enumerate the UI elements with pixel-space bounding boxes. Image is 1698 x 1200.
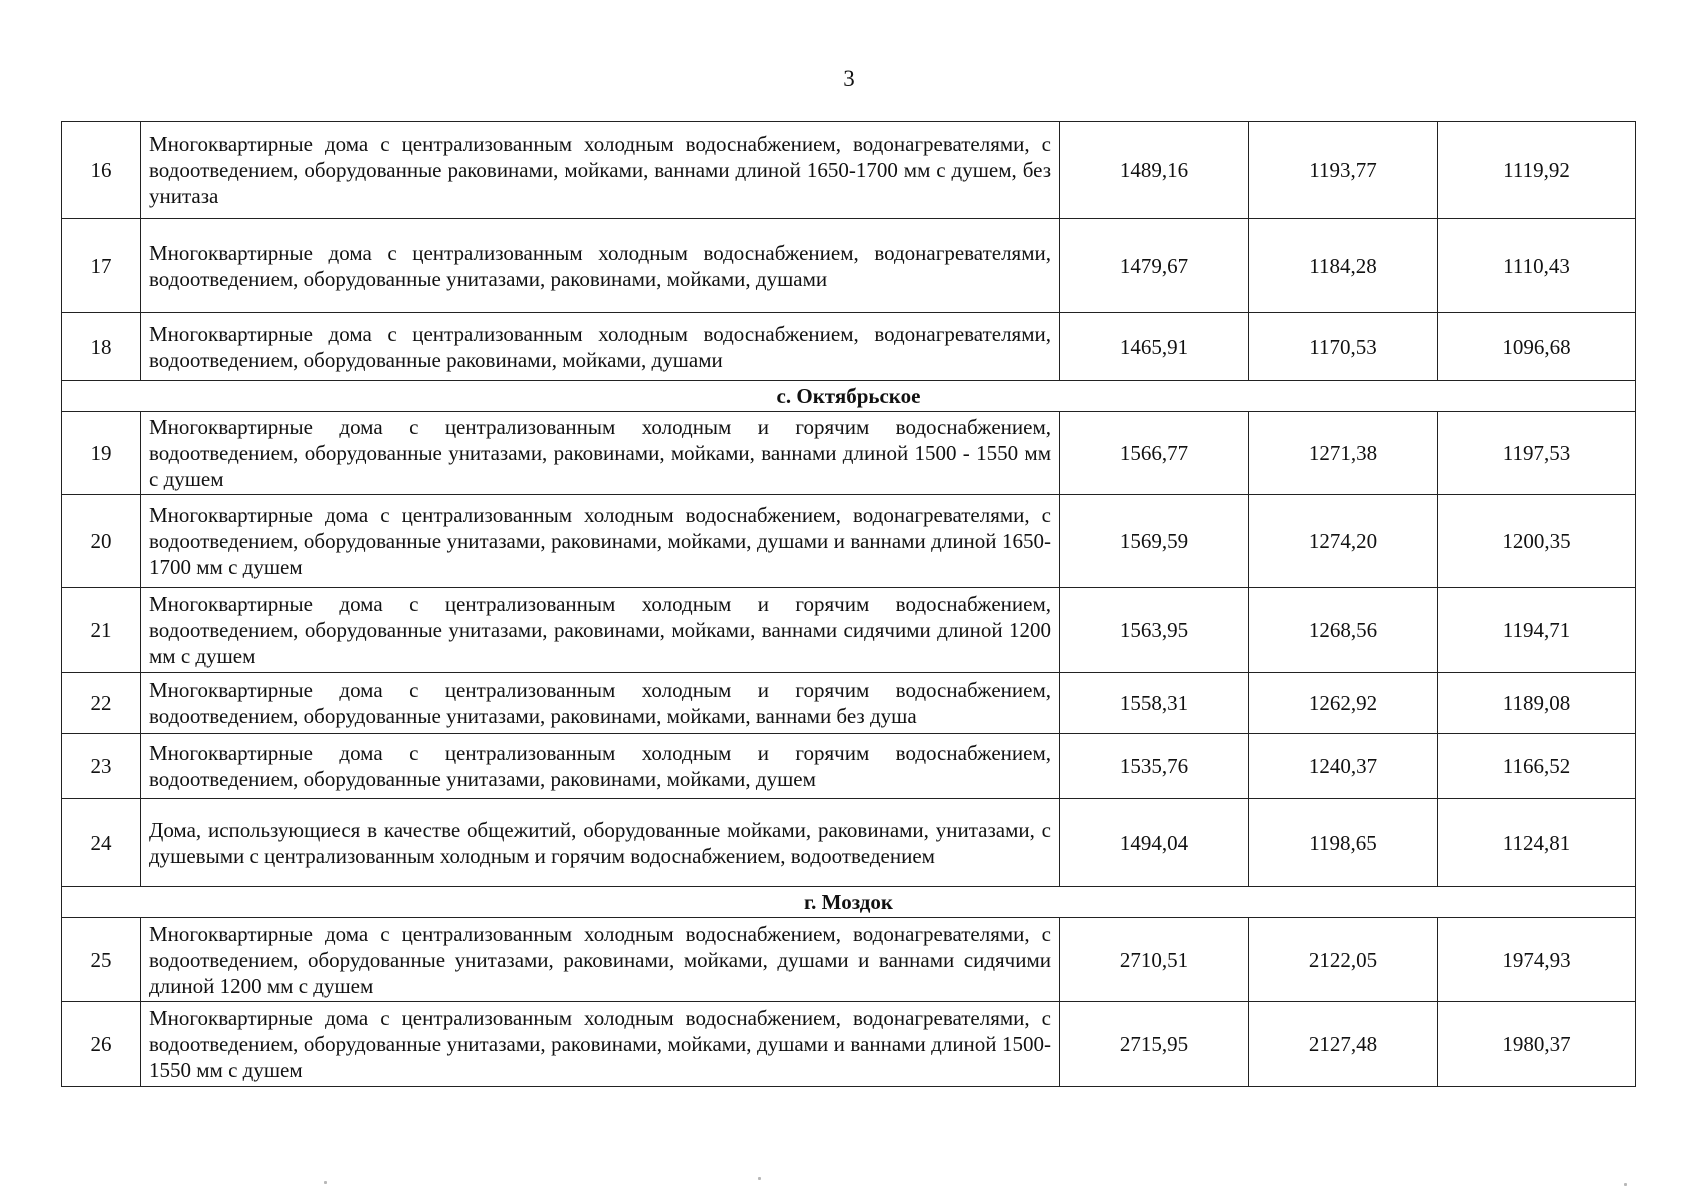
tariff-value-3: 1974,93 xyxy=(1438,918,1636,1002)
table-row xyxy=(62,588,1636,673)
tariff-value-3: 1200,35 xyxy=(1438,495,1636,588)
row-description: Многоквартирные дома с централизованным холодным и горячим водоснабжением, водоотведением, оборудованные унитазами, раковинами, мойками, ваннами длиной 1500 - 1550 мм с душем xyxy=(141,412,1060,495)
row-description: Многоквартирные дома с централизованным холодным и горячим водоснабжением, водоотведением, оборудованные унитазами, раковинами, мойками, ваннами без душа xyxy=(141,673,1060,734)
row-description: Многоквартирные дома с централизованным холодным и горячим водоснабжением, водоотведением, оборудованные унитазами, раковинами, мойками, ваннами сидячими длиной 1200 мм с душем xyxy=(141,588,1060,673)
table-row xyxy=(62,734,1636,799)
table-row xyxy=(62,412,1636,495)
row-number: 20 xyxy=(62,495,141,588)
row-number: 19 xyxy=(62,412,141,495)
row-number: 24 xyxy=(62,799,141,887)
row-number: 23 xyxy=(62,734,141,799)
tariff-value-2: 1198,65 xyxy=(1249,799,1438,887)
tariff-value-2: 1170,53 xyxy=(1249,313,1438,381)
tariff-table xyxy=(61,121,1636,1087)
table-row xyxy=(62,313,1636,381)
tariff-value-2: 1271,38 xyxy=(1249,412,1438,495)
tariff-value-1: 1563,95 xyxy=(1060,588,1249,673)
tariff-value-1: 1535,76 xyxy=(1060,734,1249,799)
row-description: Многоквартирные дома с централизованным холодным водоснабжением, водонагревателями, с водоотведением, оборудованные раковинами, мойками, ваннами длиной 1650-1700 мм с душем, без унитаза xyxy=(141,122,1060,219)
table-row xyxy=(62,918,1636,1002)
row-description: Многоквартирные дома с централизованным холодным водоснабжением, водонагревателями, водоотведением, оборудованные раковинами, мойками, душами xyxy=(141,313,1060,381)
tariff-value-1: 1494,04 xyxy=(1060,799,1249,887)
tariff-value-2: 1184,28 xyxy=(1249,219,1438,313)
tariff-value-3: 1194,71 xyxy=(1438,588,1636,673)
row-number: 26 xyxy=(62,1002,141,1087)
section-title-oktyabrskoe: с. Октябрьское xyxy=(62,381,1636,412)
tariff-value-1: 1489,16 xyxy=(1060,122,1249,219)
row-description: Многоквартирные дома с централизованным холодным водоснабжением, водонагревателями, с водоотведением, оборудованные унитазами, раковинами, мойками, душами и ваннами длиной 1500-1550 мм с душем xyxy=(141,1002,1060,1087)
row-description: Многоквартирные дома с централизованным холодным водоснабжением, водонагревателями, с водоотведением, оборудованные унитазами, раковинами, мойками, душами и ваннами сидячими длиной 1200 мм с душем xyxy=(141,918,1060,1002)
tariff-value-1: 1566,77 xyxy=(1060,412,1249,495)
table-row xyxy=(62,1002,1636,1087)
tariff-value-3: 1110,43 xyxy=(1438,219,1636,313)
row-description: Многоквартирные дома с централизованным холодным и горячим водоснабжением, водоотведением, оборудованные унитазами, раковинами, мойками, душем xyxy=(141,734,1060,799)
tariff-value-3: 1197,53 xyxy=(1438,412,1636,495)
tariff-value-3: 1096,68 xyxy=(1438,313,1636,381)
table-row xyxy=(62,673,1636,734)
tariff-value-2: 1193,77 xyxy=(1249,122,1438,219)
tariff-value-2: 1268,56 xyxy=(1249,588,1438,673)
tariff-value-3: 1119,92 xyxy=(1438,122,1636,219)
scan-artifact xyxy=(758,1177,761,1180)
tariff-value-1: 2710,51 xyxy=(1060,918,1249,1002)
tariff-value-2: 2122,05 xyxy=(1249,918,1438,1002)
tariff-value-3: 1166,52 xyxy=(1438,734,1636,799)
tariff-value-2: 1274,20 xyxy=(1249,495,1438,588)
tariff-value-1: 1558,31 xyxy=(1060,673,1249,734)
table-row xyxy=(62,219,1636,313)
tariff-value-3: 1980,37 xyxy=(1438,1002,1636,1087)
row-number: 25 xyxy=(62,918,141,1002)
row-number: 18 xyxy=(62,313,141,381)
tariff-value-1: 1569,59 xyxy=(1060,495,1249,588)
tariff-value-3: 1124,81 xyxy=(1438,799,1636,887)
tariff-value-1: 1465,91 xyxy=(1060,313,1249,381)
row-number: 17 xyxy=(62,219,141,313)
section-header-row xyxy=(62,887,1636,918)
tariff-value-2: 1240,37 xyxy=(1249,734,1438,799)
section-header-row xyxy=(62,381,1636,412)
row-description: Многоквартирные дома с централизованным холодным водоснабжением, водонагревателями, с водоотведением, оборудованные унитазами, раковинами, мойками, душами и ваннами длиной 1650-1700 мм с душем xyxy=(141,495,1060,588)
row-description: Дома, использующиеся в качестве общежитий, оборудованные мойками, раковинами, унитазами, с душевыми с централизованным холодным и горячим водоснабжением, водоотведением xyxy=(141,799,1060,887)
section-title-mozdok: г. Моздок xyxy=(62,887,1636,918)
scan-artifact xyxy=(1624,1183,1627,1186)
tariff-value-2: 2127,48 xyxy=(1249,1002,1438,1087)
row-number: 21 xyxy=(62,588,141,673)
row-number: 16 xyxy=(62,122,141,219)
row-number: 22 xyxy=(62,673,141,734)
row-description: Многоквартирные дома с централизованным холодным водоснабжением, водонагревателями, водоотведением, оборудованные унитазами, раковинами, мойками, душами xyxy=(141,219,1060,313)
tariff-value-1: 2715,95 xyxy=(1060,1002,1249,1087)
tariff-value-2: 1262,92 xyxy=(1249,673,1438,734)
table-row xyxy=(62,495,1636,588)
table-row xyxy=(62,799,1636,887)
scan-artifact xyxy=(324,1181,327,1184)
table-row xyxy=(62,122,1636,219)
page-number: 3 xyxy=(843,66,855,91)
tariff-value-1: 1479,67 xyxy=(1060,219,1249,313)
tariff-value-3: 1189,08 xyxy=(1438,673,1636,734)
